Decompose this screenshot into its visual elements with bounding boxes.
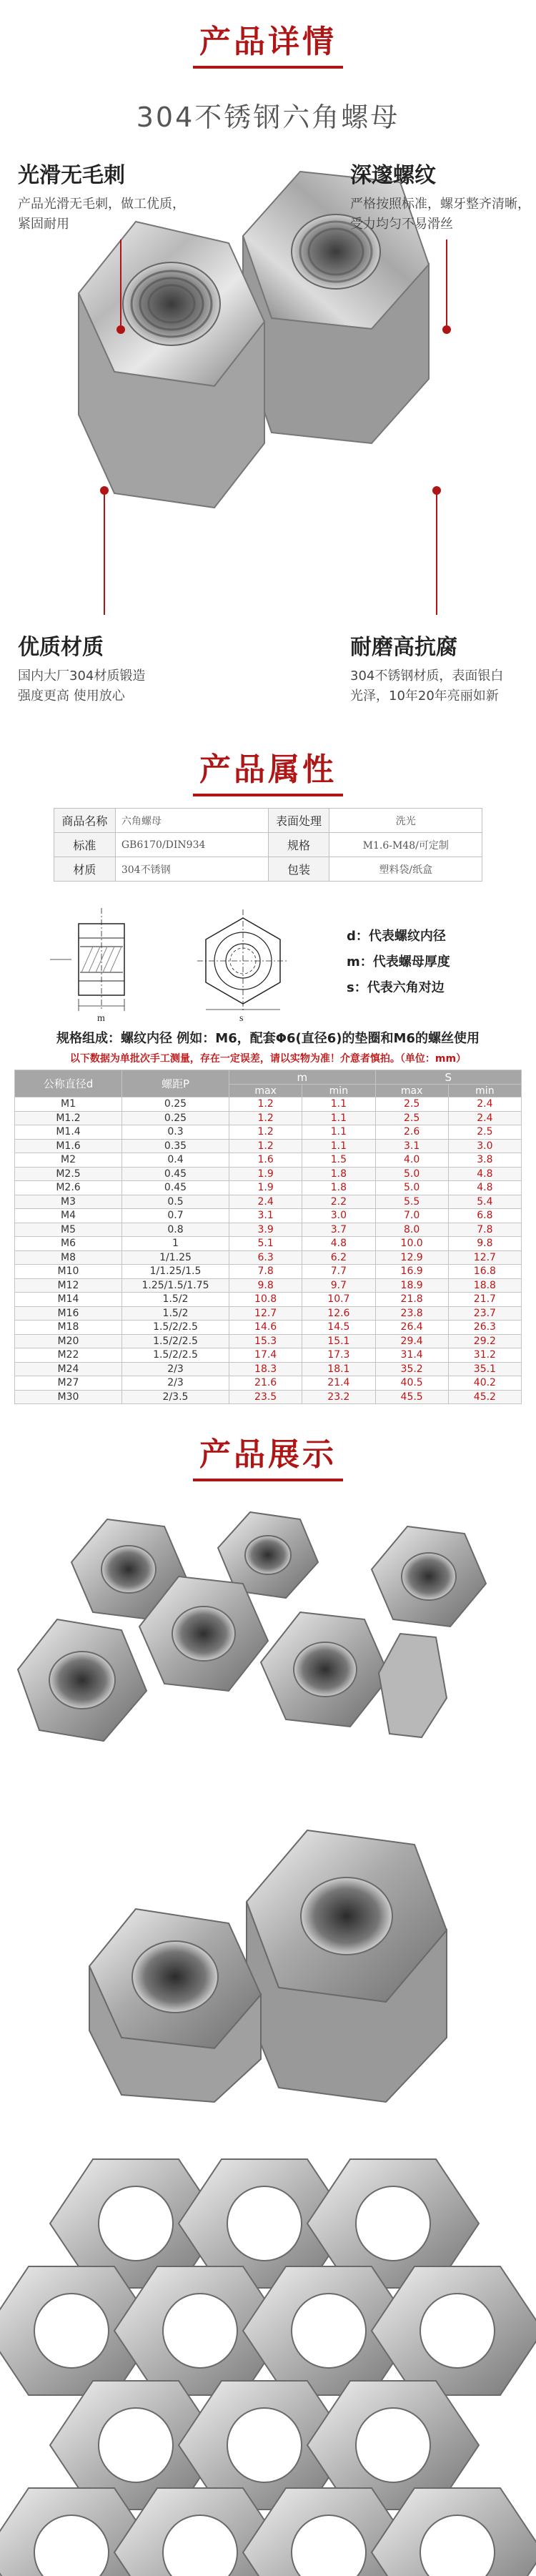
cell-m-max: 15.3 (229, 1334, 302, 1348)
feature-thread-title: 深邃螺纹 (350, 163, 436, 188)
cell-pitch: 0.7 (122, 1209, 229, 1223)
spec-row (15, 1195, 522, 1209)
product-photo-scattered (0, 1491, 536, 1770)
cell-s-max: 8.0 (375, 1223, 448, 1237)
feature-corrosion-desc2: 光泽，10年20年亮丽如新 (350, 689, 499, 704)
cell-s-max: 5.0 (375, 1167, 448, 1181)
closeup-nuts-image (0, 1802, 536, 2109)
cell-s-max: 5.5 (375, 1195, 448, 1209)
callout-dot-quality (100, 486, 109, 495)
cell-s-max: 16.9 (375, 1265, 448, 1279)
attr-value: 洗光 (329, 809, 482, 833)
cell-m-max: 1.9 (229, 1181, 302, 1195)
cell-m-max: 17.4 (229, 1348, 302, 1363)
cell-m-min: 1.8 (302, 1181, 375, 1195)
nut-technical-drawing (29, 902, 329, 1024)
cell-pitch: 0.25 (122, 1111, 229, 1125)
cell-s-min: 26.3 (448, 1321, 521, 1335)
cell-diameter: M10 (15, 1265, 122, 1279)
section-underline (193, 794, 343, 796)
header-m: m (229, 1070, 376, 1085)
cell-diameter: M18 (15, 1321, 122, 1335)
cell-s-max: 23.8 (375, 1306, 448, 1321)
cell-m-max: 1.2 (229, 1097, 302, 1112)
cell-s-max: 7.0 (375, 1209, 448, 1223)
spec-row (15, 1237, 522, 1251)
cell-m-max: 3.1 (229, 1209, 302, 1223)
callout-dot-corrosion (432, 486, 441, 495)
header-s-max: max (375, 1085, 448, 1097)
spec-composition-note: 规格组成：螺纹内径 例如：M6，配套Φ6(直径6)的垫圈和M6的螺丝使用 (56, 1031, 480, 1046)
cell-s-max: 2.5 (375, 1097, 448, 1112)
cell-diameter: M20 (15, 1334, 122, 1348)
cell-pitch: 1.5/2/2.5 (122, 1334, 229, 1348)
cell-diameter: M24 (15, 1362, 122, 1376)
callout-dot-thread (442, 325, 451, 334)
attribute-table (54, 808, 482, 882)
cell-diameter: M22 (15, 1348, 122, 1363)
cell-s-min: 2.5 (448, 1125, 521, 1140)
spec-table-body (15, 1097, 522, 1404)
attr-value: GB6170/DIN934 (115, 833, 268, 857)
callout-line-smooth (120, 240, 121, 325)
spec-row (15, 1250, 522, 1265)
feature-quality (18, 629, 145, 706)
cell-m-min: 3.7 (302, 1223, 375, 1237)
cell-diameter: M4 (15, 1209, 122, 1223)
cell-s-max: 18.9 (375, 1278, 448, 1293)
header-m-max: max (229, 1085, 302, 1097)
scattered-nuts-image (0, 1491, 536, 1770)
cell-pitch: 2/3.5 (122, 1390, 229, 1404)
cell-m-max: 1.2 (229, 1111, 302, 1125)
spec-header-row (15, 1070, 522, 1085)
cell-m-max: 1.9 (229, 1167, 302, 1181)
cell-s-max: 40.5 (375, 1376, 448, 1391)
cell-s-max: 31.4 (375, 1348, 448, 1363)
feature-corrosion (350, 629, 503, 706)
cell-s-max: 10.0 (375, 1237, 448, 1251)
spec-row (15, 1125, 522, 1140)
cell-m-max: 18.3 (229, 1362, 302, 1376)
cell-m-max: 1.6 (229, 1153, 302, 1168)
legend-m: m：代表螺母厚度 (347, 954, 450, 969)
cell-m-min: 3.0 (302, 1209, 375, 1223)
cell-pitch: 1.5/2 (122, 1293, 229, 1307)
cell-s-max: 29.4 (375, 1334, 448, 1348)
feature-smooth-desc2: 紧固耐用 (18, 217, 69, 232)
cell-m-min: 18.1 (302, 1362, 375, 1376)
cell-s-max: 5.0 (375, 1181, 448, 1195)
cell-m-max: 6.3 (229, 1250, 302, 1265)
cell-m-max: 5.1 (229, 1237, 302, 1251)
cell-s-min: 18.8 (448, 1278, 521, 1293)
cell-pitch: 0.4 (122, 1153, 229, 1168)
cell-m-max: 3.9 (229, 1223, 302, 1237)
dim-label-s: s (239, 1013, 244, 1024)
header-pitch: 螺距P (122, 1070, 229, 1097)
cell-m-max: 12.7 (229, 1306, 302, 1321)
cell-s-max: 2.5 (375, 1111, 448, 1125)
cell-diameter: M16 (15, 1306, 122, 1321)
cell-diameter: M27 (15, 1376, 122, 1391)
cell-s-max: 45.5 (375, 1390, 448, 1404)
cell-m-min: 12.6 (302, 1306, 375, 1321)
attr-value: 塑料袋/纸盒 (329, 857, 482, 882)
spec-row (15, 1390, 522, 1404)
cell-m-min: 9.7 (302, 1278, 375, 1293)
attr-key: 规格 (268, 833, 329, 857)
header-m-min: min (302, 1085, 375, 1097)
attr-key: 包装 (268, 857, 329, 882)
cell-m-min: 23.2 (302, 1390, 375, 1404)
attr-key: 表面处理 (268, 809, 329, 833)
dim-label-m: m (97, 1013, 105, 1024)
attribute-row (54, 857, 482, 882)
header-s-min: min (448, 1085, 521, 1097)
cell-diameter: M3 (15, 1195, 122, 1209)
attr-key: 商品名称 (54, 809, 116, 833)
header-diameter: 公称直径d (15, 1070, 122, 1097)
feature-smooth-desc1: 产品光滑无毛刺，做工优质， (18, 197, 185, 212)
cell-m-max: 23.5 (229, 1390, 302, 1404)
cell-pitch: 0.45 (122, 1167, 229, 1181)
spec-row (15, 1181, 522, 1195)
cell-s-max: 12.9 (375, 1250, 448, 1265)
cell-pitch: 2/3 (122, 1362, 229, 1376)
cell-pitch: 1.5/2/2.5 (122, 1348, 229, 1363)
spec-row (15, 1223, 522, 1237)
cell-pitch: 1/1.25/1.5 (122, 1265, 229, 1279)
cell-m-max: 7.8 (229, 1265, 302, 1279)
hero-section (0, 143, 536, 772)
cell-s-max: 4.0 (375, 1153, 448, 1168)
spec-row (15, 1278, 522, 1293)
cell-m-min: 15.1 (302, 1334, 375, 1348)
attr-value: M1.6-M48/可定制 (329, 833, 482, 857)
cell-diameter: M1.6 (15, 1139, 122, 1153)
cell-pitch: 0.3 (122, 1125, 229, 1140)
spec-row (15, 1362, 522, 1376)
cell-m-min: 1.1 (302, 1125, 375, 1140)
section-header-details (0, 16, 536, 69)
attr-value: 六角螺母 (115, 809, 268, 833)
spec-row (15, 1139, 522, 1153)
product-name: 304不锈钢六角螺母 (136, 102, 400, 133)
legend-d: d：代表螺纹内径 (347, 929, 446, 944)
cell-s-max: 26.4 (375, 1321, 448, 1335)
attribute-row (54, 809, 482, 833)
feature-thread (350, 157, 530, 235)
cell-pitch: 0.25 (122, 1097, 229, 1112)
spec-row (15, 1111, 522, 1125)
cell-s-min: 7.8 (448, 1223, 521, 1237)
cell-s-min: 45.2 (448, 1390, 521, 1404)
cell-s-min: 21.7 (448, 1293, 521, 1307)
section-title-details: 产品详情 (199, 24, 337, 60)
cell-diameter: M6 (15, 1237, 122, 1251)
spec-row (15, 1334, 522, 1348)
cell-s-min: 29.2 (448, 1334, 521, 1348)
spec-row (15, 1376, 522, 1391)
cell-s-min: 5.4 (448, 1195, 521, 1209)
cell-s-max: 3.1 (375, 1139, 448, 1153)
cell-diameter: M8 (15, 1250, 122, 1265)
spec-row (15, 1097, 522, 1112)
measurement-warning: 以下数据为单批次手工测量，存在一定误差，请以实物为准！介意者慎拍。（单位：mm） (69, 1053, 467, 1065)
cell-pitch: 0.35 (122, 1139, 229, 1153)
cell-m-max: 2.4 (229, 1195, 302, 1209)
cell-s-min: 2.4 (448, 1111, 521, 1125)
cell-m-min: 1.8 (302, 1167, 375, 1181)
cell-s-min: 4.8 (448, 1181, 521, 1195)
callout-line-corrosion (436, 493, 437, 615)
dimension-legend (347, 924, 450, 1001)
spec-row (15, 1306, 522, 1321)
attr-key: 标准 (54, 833, 116, 857)
cell-s-min: 2.4 (448, 1097, 521, 1112)
feature-quality-desc2: 强度更高 使用放心 (18, 689, 125, 704)
cell-m-min: 4.8 (302, 1237, 375, 1251)
feature-quality-title: 优质材质 (18, 635, 104, 660)
legend-s: s：代表六角对边 (347, 980, 445, 995)
section-title-display: 产品展示 (199, 1436, 337, 1473)
spec-row (15, 1153, 522, 1168)
cell-s-max: 21.8 (375, 1293, 448, 1307)
callout-line-thread (446, 240, 447, 325)
cell-m-max: 1.2 (229, 1125, 302, 1140)
cell-diameter: M14 (15, 1293, 122, 1307)
cell-s-min: 4.8 (448, 1167, 521, 1181)
cell-m-min: 7.7 (302, 1265, 375, 1279)
callout-dot-smooth (116, 325, 125, 334)
cell-s-min: 3.8 (448, 1153, 521, 1168)
feature-quality-desc1: 国内大厂304材质锻造 (18, 668, 146, 684)
header-s: S (375, 1070, 522, 1085)
cell-m-max: 10.8 (229, 1293, 302, 1307)
section-underline (193, 1479, 343, 1481)
spec-table (14, 1070, 522, 1404)
cell-diameter: M5 (15, 1223, 122, 1237)
cell-m-min: 1.1 (302, 1097, 375, 1112)
section-header-attributes (0, 744, 536, 796)
cell-s-min: 16.8 (448, 1265, 521, 1279)
product-photo-grid (0, 2145, 536, 2576)
cell-s-min: 23.7 (448, 1306, 521, 1321)
spec-row (15, 1265, 522, 1279)
attr-key: 材质 (54, 857, 116, 882)
cell-m-min: 14.5 (302, 1321, 375, 1335)
cell-s-max: 2.6 (375, 1125, 448, 1140)
cell-m-min: 1.1 (302, 1111, 375, 1125)
attribute-row (54, 833, 482, 857)
cell-pitch: 1.5/2/2.5 (122, 1321, 229, 1335)
cell-diameter: M2.6 (15, 1181, 122, 1195)
cell-pitch: 1.25/1.5/1.75 (122, 1278, 229, 1293)
cell-diameter: M12 (15, 1278, 122, 1293)
cell-pitch: 1 (122, 1237, 229, 1251)
cell-m-min: 2.2 (302, 1195, 375, 1209)
spec-row (15, 1209, 522, 1223)
cell-s-min: 35.1 (448, 1362, 521, 1376)
feature-corrosion-desc1: 304不锈钢材质，表面银白 (350, 668, 504, 684)
spec-row (15, 1321, 522, 1335)
cell-s-min: 12.7 (448, 1250, 521, 1265)
cell-m-max: 9.8 (229, 1278, 302, 1293)
cell-diameter: M30 (15, 1390, 122, 1404)
attr-value: 304不锈钢 (115, 857, 268, 882)
feature-smooth-title: 光滑无毛刺 (18, 163, 125, 188)
spec-row (15, 1293, 522, 1307)
cell-m-min: 21.4 (302, 1376, 375, 1391)
cell-s-min: 31.2 (448, 1348, 521, 1363)
cell-diameter: M1.2 (15, 1111, 122, 1125)
section-title-attributes: 产品属性 (199, 751, 337, 788)
cell-s-min: 9.8 (448, 1237, 521, 1251)
cell-diameter: M1.4 (15, 1125, 122, 1140)
cell-m-min: 17.3 (302, 1348, 375, 1363)
cell-m-max: 21.6 (229, 1376, 302, 1391)
spec-row (15, 1167, 522, 1181)
cell-pitch: 0.45 (122, 1181, 229, 1195)
grid-nuts-image (0, 2145, 536, 2576)
cell-s-min: 6.8 (448, 1209, 521, 1223)
cell-m-min: 1.1 (302, 1139, 375, 1153)
cell-m-max: 14.6 (229, 1321, 302, 1335)
cell-pitch: 2/3 (122, 1376, 229, 1391)
feature-thread-desc2: 受力均匀不易滑丝 (350, 217, 453, 232)
callout-line-quality (104, 493, 105, 615)
cell-s-min: 3.0 (448, 1139, 521, 1153)
cell-s-min: 40.2 (448, 1376, 521, 1391)
cell-pitch: 0.8 (122, 1223, 229, 1237)
cell-diameter: M2 (15, 1153, 122, 1168)
cell-m-min: 1.5 (302, 1153, 375, 1168)
cell-m-min: 10.7 (302, 1293, 375, 1307)
cell-diameter: M1 (15, 1097, 122, 1112)
feature-smooth (18, 157, 185, 235)
cell-m-max: 1.2 (229, 1139, 302, 1153)
section-underline (193, 66, 343, 69)
cell-s-max: 35.2 (375, 1362, 448, 1376)
feature-corrosion-title: 耐磨高抗腐 (350, 635, 457, 660)
spec-row (15, 1348, 522, 1363)
cell-m-min: 6.2 (302, 1250, 375, 1265)
section-header-display (0, 1428, 536, 1481)
product-photo-closeup (0, 1802, 536, 2109)
feature-thread-desc1: 严格按照标准，螺牙整齐清晰， (350, 197, 530, 212)
cell-diameter: M2.5 (15, 1167, 122, 1181)
cell-pitch: 1/1.25 (122, 1250, 229, 1265)
cell-pitch: 1.5/2 (122, 1306, 229, 1321)
cell-pitch: 0.5 (122, 1195, 229, 1209)
